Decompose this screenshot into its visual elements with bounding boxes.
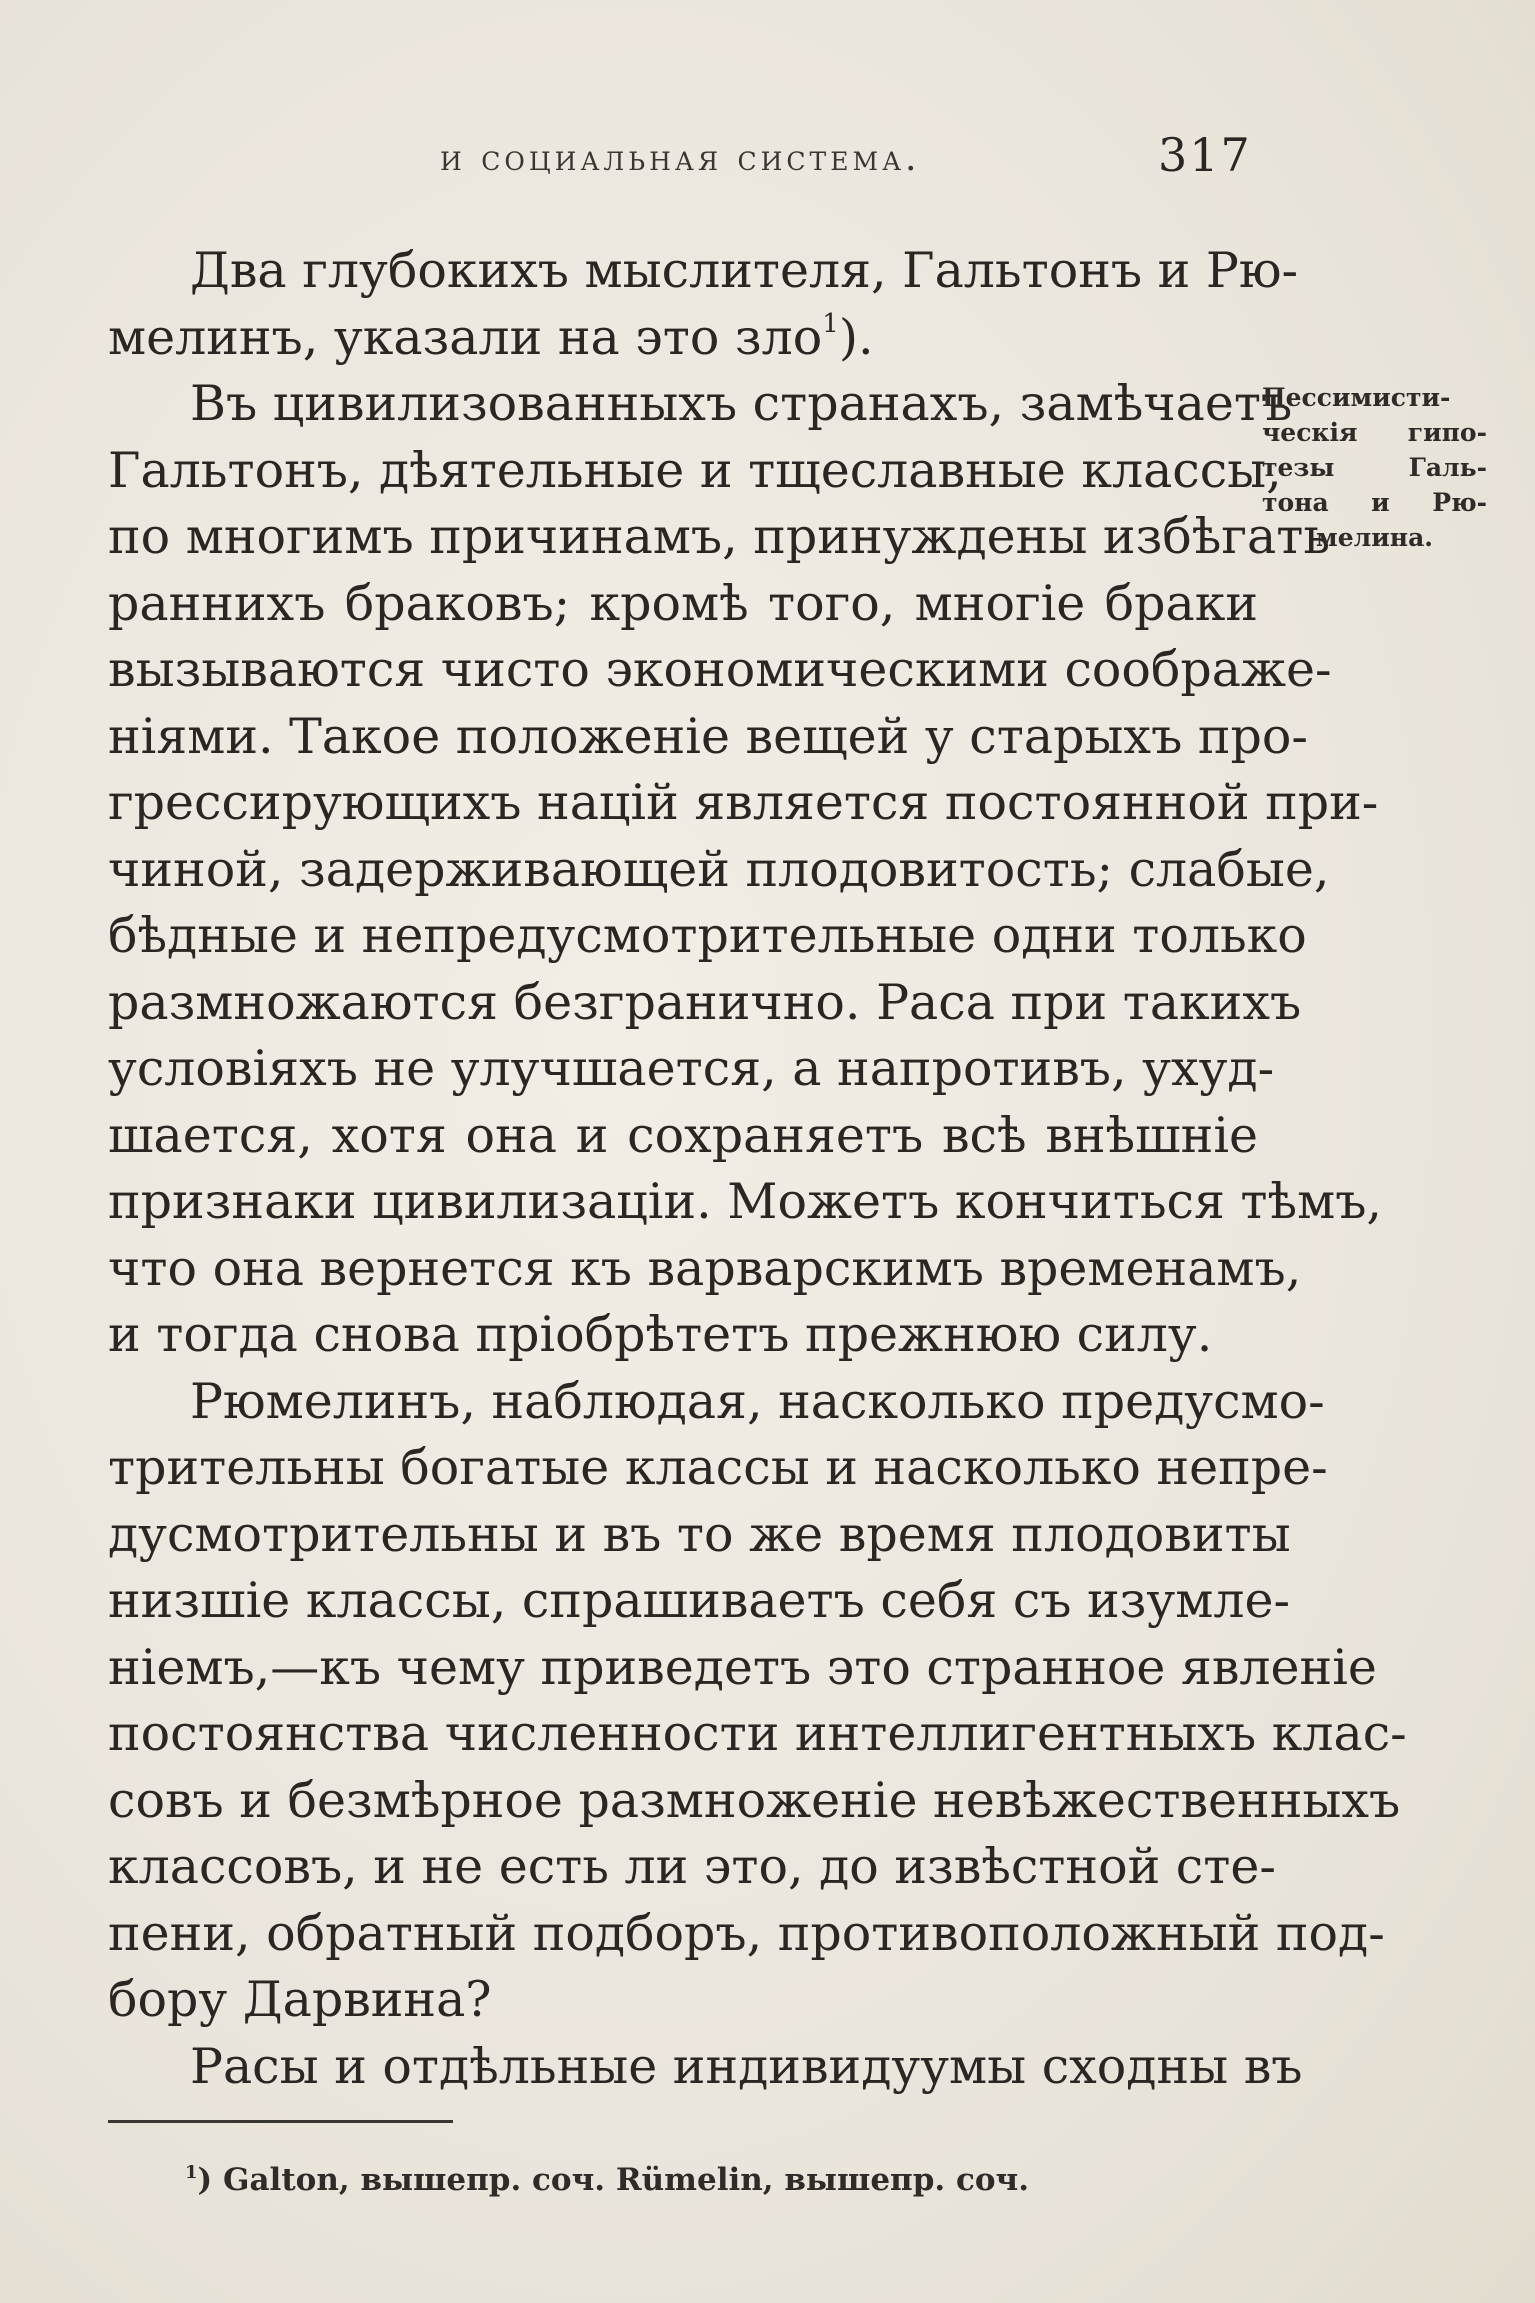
line-text: Въ цивилизованныхъ странахъ, замѣчаетъ: [190, 375, 1293, 432]
text-line: [108, 504, 1331, 571]
line-text: бору Дарвина?: [108, 1971, 492, 2028]
line-text: признаки цивилизаціи. Можетъ кончиться тѣмъ,: [108, 1173, 1382, 1230]
text-line: [108, 970, 1302, 1037]
text-line: [108, 637, 1332, 704]
footnote-marker: 1: [185, 2162, 198, 2183]
line-text: ніями. Такое положеніе вещей у старыхъ про-: [108, 707, 1308, 765]
line-text-tail: ).: [838, 308, 874, 366]
text-line: [108, 438, 1282, 505]
line-text: Расы и отдѣльные индивидуумы сходны въ: [190, 2037, 1303, 2095]
line-text: Гальтонъ, дѣятельные и тщеславные классы,: [108, 441, 1282, 499]
text-line: [108, 1568, 1291, 1635]
text-line: [108, 371, 1293, 438]
text-line: [108, 770, 1379, 837]
text-line: [108, 1635, 1377, 1702]
margin-note-line: Пессимисти-: [1262, 383, 1451, 412]
text-line: [108, 238, 1299, 305]
margin-note-line: тезы Галь-: [1262, 453, 1487, 482]
text-line: [108, 837, 1330, 904]
footnote-text: ) Galton, вышепр. соч. Rümelin, вышепр. соч.: [197, 2162, 1030, 2198]
line-text: чиной, задерживающей плодовитость; слабые,: [108, 840, 1330, 898]
line-text: вызываются чисто экономическими соображе-: [108, 641, 1332, 698]
text-line: [108, 1036, 1275, 1103]
text-line: [108, 1236, 1302, 1303]
line-text: что она вернется къ варварскимъ временамъ,: [108, 1239, 1302, 1297]
text-line: [108, 1768, 1401, 1835]
line-text: Рюмелинъ, наблюдая, насколько предусмо-: [190, 1372, 1325, 1430]
line-text: по многимъ причинамъ, принуждены избѣгать: [108, 508, 1331, 565]
text-line: [108, 1169, 1382, 1236]
line-text: совъ и безмѣрное размноженіе невѣжественныхъ: [108, 1771, 1401, 1829]
line-text: и тогда снова пріобрѣтетъ прежнюю силу.: [108, 1306, 1213, 1363]
line-text: ніемъ,—къ чему приведетъ это странное явленіе: [108, 1638, 1377, 1696]
text-line: [108, 704, 1308, 771]
text-line: [108, 1834, 1276, 1901]
footnote-divider: [108, 2120, 453, 2123]
margin-note-line: ческія гипо-: [1262, 418, 1487, 447]
text-line: [108, 305, 1258, 372]
line-text: пени, обратный подборъ, противоположный под-: [108, 1904, 1385, 1962]
line-text: условіяхъ не улучшается, а напротивъ, ухуд-: [108, 1040, 1275, 1097]
text-line: [108, 1435, 1328, 1502]
line-text: Два глубокихъ мыслителя, Гальтонъ и Рю-: [190, 242, 1299, 299]
line-text: трительны богатые классы и насколько непре-: [108, 1439, 1328, 1496]
text-line: [108, 1701, 1407, 1768]
line-text: раннихъ браковъ; кромѣ того, многіе браки: [108, 574, 1258, 632]
line-text: низшіе классы, спрашиваетъ себя съ изумле-: [108, 1572, 1291, 1629]
footnote: [185, 2162, 1029, 2198]
text-line: [108, 903, 1307, 970]
text-line: [108, 1901, 1385, 1968]
margin-note-line: тона и Рю-: [1262, 488, 1487, 517]
line-text: бѣдные и непредусмотрительные одни только: [108, 907, 1307, 964]
line-text: дусмотрительны и въ то же время плодовиты: [108, 1505, 1291, 1563]
text-line: [108, 2034, 1303, 2101]
margin-note-line: мелина.: [1316, 523, 1433, 552]
page-number: 317: [1158, 128, 1252, 182]
line-text: постоянства численности интеллигентныхъ клас-: [108, 1705, 1407, 1762]
footnote-reference: 1: [822, 308, 839, 339]
line-text: классовъ, и не есть ли это, до извѣстной сте-: [108, 1838, 1276, 1895]
running-head: и социальная система.: [440, 138, 921, 179]
text-line: [108, 1369, 1325, 1436]
margin-note: [1262, 380, 1487, 555]
line-text: грессирующихъ націй является постоянной при-: [108, 774, 1379, 831]
text-line: [108, 1302, 1258, 1369]
text-line: [108, 1967, 1258, 2034]
line-text: шается, хотя она и сохраняетъ всѣ внѣшніе: [108, 1106, 1258, 1164]
text-line: [108, 1502, 1291, 1569]
text-line: [108, 571, 1258, 638]
line-text: размножаются безгранично. Раса при такихъ: [108, 973, 1302, 1031]
line-text: мелинъ, указали на это зло: [108, 308, 823, 366]
text-line: [108, 1103, 1258, 1170]
